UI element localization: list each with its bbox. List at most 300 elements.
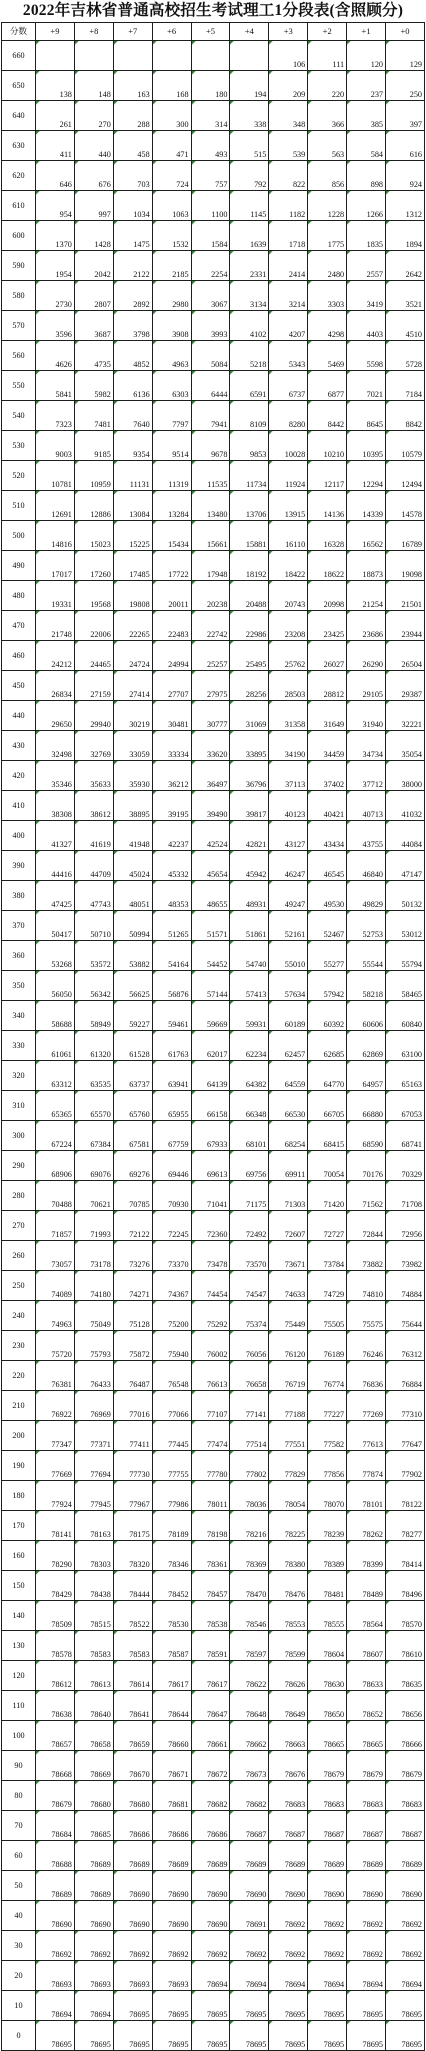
cumulative-count-cell: 17017 [36,551,75,581]
table-row [2,1481,425,1511]
cumulative-count-cell: 78198 [191,1511,230,1541]
cumulative-count-cell: 76433 [74,1361,113,1391]
cumulative-count-cell: 31940 [347,701,386,731]
cumulative-count-cell: 1370 [36,221,75,251]
cumulative-count-cell: 78695 [74,2021,113,2051]
table-row [2,1751,425,1781]
cumulative-count-cell: 78669 [74,1751,113,1781]
cumulative-count-cell: 71420 [308,1181,347,1211]
table-row [2,701,425,731]
cumulative-count-cell: 78687 [347,1811,386,1841]
table-row [2,1811,425,1841]
cumulative-count-cell: 30219 [113,701,152,731]
cumulative-count-cell: 78389 [308,1541,347,1571]
cumulative-count-cell [74,41,113,71]
cumulative-count-cell: 78689 [152,1841,191,1871]
cumulative-count-cell: 10781 [36,461,75,491]
cumulative-count-cell: 55277 [308,941,347,971]
cumulative-count-cell [230,41,269,71]
score-distribution-table [1,22,425,2051]
cumulative-count-cell: 1584 [191,221,230,251]
table-row [2,2021,425,2051]
cumulative-count-cell: 54740 [230,941,269,971]
cumulative-count-cell: 78610 [386,1631,425,1661]
cumulative-count-cell: 72727 [308,1211,347,1241]
cumulative-count-cell: 78101 [347,1481,386,1511]
table-row [2,461,425,491]
cumulative-count-cell: 12691 [36,491,75,521]
table-row [2,1691,425,1721]
cumulative-count-cell: 77141 [230,1391,269,1421]
cumulative-count-cell: 28812 [308,671,347,701]
cumulative-count-cell: 78515 [74,1601,113,1631]
cumulative-count-cell: 75575 [347,1301,386,1331]
cumulative-count-cell: 78361 [191,1541,230,1571]
cumulative-count-cell: 22483 [152,611,191,641]
cumulative-count-cell: 4102 [230,311,269,341]
cumulative-count-cell: 12117 [308,461,347,491]
cumulative-count-cell: 646 [36,161,75,191]
cumulative-count-cell: 2331 [230,251,269,281]
cumulative-count-cell: 78695 [113,1991,152,2021]
cumulative-count-cell: 46840 [347,851,386,881]
cumulative-count-cell: 34190 [269,731,308,761]
cumulative-count-cell: 180 [191,71,230,101]
cumulative-count-cell: 724 [152,161,191,191]
cumulative-count-cell: 11535 [191,461,230,491]
cumulative-count-cell: 493 [191,131,230,161]
cumulative-count-cell: 73276 [113,1241,152,1271]
cumulative-count-cell: 78692 [230,1931,269,1961]
cumulative-count-cell: 78695 [308,1991,347,2021]
cumulative-count-cell: 1034 [113,191,152,221]
cumulative-count-cell: 78570 [386,1601,425,1631]
cumulative-count-cell: 78695 [308,2021,347,2051]
cumulative-count-cell: 78686 [191,1811,230,1841]
cumulative-count-cell: 72607 [269,1211,308,1241]
cumulative-count-cell: 78644 [152,1691,191,1721]
table-row [2,1181,425,1211]
cumulative-count-cell: 78277 [386,1511,425,1541]
cumulative-count-cell: 76002 [191,1331,230,1361]
cumulative-count-cell: 69756 [230,1151,269,1181]
score-cell: 40 [2,1901,36,1931]
cumulative-count-cell: 237 [347,71,386,101]
score-cell: 420 [2,761,36,791]
score-cell: 260 [2,1241,36,1271]
cumulative-count-cell: 300 [152,101,191,131]
score-cell: 530 [2,431,36,461]
cumulative-count-cell: 78680 [113,1781,152,1811]
cumulative-count-cell: 31358 [269,701,308,731]
cumulative-count-cell: 37712 [347,761,386,791]
cumulative-count-cell: 64559 [269,1061,308,1091]
score-cell: 600 [2,221,36,251]
table-row [2,1331,425,1361]
cumulative-count-cell: 51265 [152,911,191,941]
cumulative-count-cell: 57413 [230,971,269,1001]
cumulative-count-cell: 9354 [113,431,152,461]
score-cell: 110 [2,1691,36,1721]
cumulative-count-cell: 78690 [113,1871,152,1901]
cumulative-count-cell: 78695 [230,1991,269,2021]
table-row [2,1511,425,1541]
cumulative-count-cell: 78690 [74,1901,113,1931]
cumulative-count-cell: 1145 [230,191,269,221]
cumulative-count-cell: 78692 [308,1901,347,1931]
cumulative-count-cell: 74729 [308,1271,347,1301]
cumulative-count-cell: 10210 [308,431,347,461]
cumulative-count-cell: 76969 [74,1391,113,1421]
header-plus1: +1 [347,23,386,41]
cumulative-count-cell: 4207 [269,311,308,341]
cumulative-count-cell: 65955 [152,1091,191,1121]
score-cell: 200 [2,1421,36,1451]
cumulative-count-cell: 77945 [74,1481,113,1511]
cumulative-count-cell: 64770 [308,1061,347,1091]
cumulative-count-cell: 69613 [191,1151,230,1181]
cumulative-count-cell: 66880 [347,1091,386,1121]
score-cell: 160 [2,1541,36,1571]
cumulative-count-cell: 63100 [386,1031,425,1061]
cumulative-count-cell: 63312 [36,1061,75,1091]
table-header-row [2,23,425,41]
cumulative-count-cell: 67759 [152,1121,191,1151]
cumulative-count-cell: 35930 [113,761,152,791]
cumulative-count-cell: 46545 [308,851,347,881]
cumulative-count-cell: 11924 [269,461,308,491]
cumulative-count-cell: 73570 [230,1241,269,1271]
cumulative-count-cell: 77755 [152,1451,191,1481]
cumulative-count-cell: 10959 [74,461,113,491]
cumulative-count-cell: 61061 [36,1031,75,1061]
cumulative-count-cell: 60392 [308,1001,347,1031]
cumulative-count-cell: 15225 [113,521,152,551]
cumulative-count-cell: 78687 [230,1811,269,1841]
cumulative-count-cell: 71708 [386,1181,425,1211]
cumulative-count-cell: 1954 [36,251,75,281]
cumulative-count-cell: 40123 [269,791,308,821]
cumulative-count-cell: 75940 [152,1331,191,1361]
cumulative-count-cell: 42821 [230,821,269,851]
cumulative-count-cell: 5218 [230,341,269,371]
cumulative-count-cell: 64139 [191,1061,230,1091]
cumulative-count-cell: 52161 [269,911,308,941]
cumulative-count-cell: 76312 [386,1331,425,1361]
cumulative-count-cell: 78691 [230,1901,269,1931]
cumulative-count-cell: 30481 [152,701,191,731]
cumulative-count-cell: 55010 [269,941,308,971]
cumulative-count-cell: 78689 [74,1871,113,1901]
cumulative-count-cell: 76719 [269,1361,308,1391]
cumulative-count-cell: 78658 [74,1721,113,1751]
cumulative-count-cell: 78679 [347,1751,386,1781]
cumulative-count-cell: 44709 [74,851,113,881]
cumulative-count-cell: 52753 [347,911,386,941]
cumulative-count-cell: 8109 [230,401,269,431]
cumulative-count-cell: 78657 [36,1721,75,1751]
cumulative-count-cell: 78583 [113,1631,152,1661]
cumulative-count-cell: 52467 [308,911,347,941]
cumulative-count-cell: 5598 [347,341,386,371]
cumulative-count-cell: 73478 [191,1241,230,1271]
table-row [2,311,425,341]
cumulative-count-cell: 72122 [113,1211,152,1241]
cumulative-count-cell: 348 [269,101,308,131]
table-row [2,131,425,161]
cumulative-count-cell: 68101 [230,1121,269,1151]
cumulative-count-cell: 29940 [74,701,113,731]
cumulative-count-cell: 29105 [347,671,386,701]
table-row [2,431,425,461]
cumulative-count-cell: 78175 [113,1511,152,1541]
cumulative-count-cell: 78648 [230,1691,269,1721]
cumulative-count-cell: 78695 [152,2021,191,2051]
cumulative-count-cell: 48051 [113,881,152,911]
cumulative-count-cell: 78679 [36,1781,75,1811]
cumulative-count-cell: 16328 [308,521,347,551]
cumulative-count-cell: 78122 [386,1481,425,1511]
cumulative-count-cell: 78692 [191,1931,230,1961]
cumulative-count-cell: 78682 [191,1781,230,1811]
cumulative-count-cell: 48353 [152,881,191,911]
cumulative-count-cell: 78694 [36,1991,75,2021]
cumulative-count-cell: 78692 [308,1931,347,1961]
cumulative-count-cell: 4963 [152,341,191,371]
score-cell: 120 [2,1661,36,1691]
cumulative-count-cell: 45024 [113,851,152,881]
cumulative-count-cell: 78694 [308,1961,347,1991]
cumulative-count-cell: 37402 [308,761,347,791]
score-cell: 470 [2,611,36,641]
cumulative-count-cell: 32498 [36,731,75,761]
cumulative-count-cell: 78189 [152,1511,191,1541]
cumulative-count-cell: 78690 [113,1901,152,1931]
cumulative-count-cell: 10395 [347,431,386,461]
cumulative-count-cell: 898 [347,161,386,191]
cumulative-count-cell: 73370 [152,1241,191,1271]
cumulative-count-cell: 366 [308,101,347,131]
cumulative-count-cell: 77188 [269,1391,308,1421]
cumulative-count-cell: 32221 [386,701,425,731]
cumulative-count-cell: 44416 [36,851,75,881]
cumulative-count-cell: 78684 [36,1811,75,1841]
score-cell: 520 [2,461,36,491]
cumulative-count-cell: 78676 [269,1751,308,1781]
cumulative-count-cell: 3993 [191,311,230,341]
cumulative-count-cell: 4403 [347,311,386,341]
cumulative-count-cell: 78690 [269,1871,308,1901]
cumulative-count-cell: 78683 [269,1781,308,1811]
score-cell: 610 [2,191,36,221]
cumulative-count-cell: 56876 [152,971,191,1001]
cumulative-count-cell: 1428 [74,221,113,251]
cumulative-count-cell: 209 [269,71,308,101]
cumulative-count-cell: 78690 [230,1871,269,1901]
cumulative-count-cell: 15023 [74,521,113,551]
cumulative-count-cell: 38000 [386,761,425,791]
cumulative-count-cell: 78695 [191,1991,230,2021]
cumulative-count-cell: 75128 [113,1301,152,1331]
cumulative-count-cell: 77780 [191,1451,230,1481]
cumulative-count-cell: 78070 [308,1481,347,1511]
cumulative-count-cell: 78564 [347,1601,386,1631]
cumulative-count-cell: 78689 [386,1841,425,1871]
cumulative-count-cell: 78141 [36,1511,75,1541]
table-row [2,1781,425,1811]
header-plus5: +5 [191,23,230,41]
cumulative-count-cell: 78695 [269,2021,308,2051]
cumulative-count-cell [191,41,230,71]
cumulative-count-cell: 77647 [386,1421,425,1451]
cumulative-count-cell: 71562 [347,1181,386,1211]
cumulative-count-cell: 78692 [152,1931,191,1961]
cumulative-count-cell [113,41,152,71]
cumulative-count-cell: 70329 [386,1151,425,1181]
cumulative-count-cell: 73057 [36,1241,75,1271]
cumulative-count-cell: 21254 [347,581,386,611]
cumulative-count-cell: 2042 [74,251,113,281]
cumulative-count-cell: 78687 [269,1811,308,1841]
cumulative-count-cell: 58688 [36,1001,75,1031]
cumulative-count-cell: 78690 [191,1901,230,1931]
cumulative-count-cell: 7640 [113,401,152,431]
table-row [2,1061,425,1091]
cumulative-count-cell: 78638 [36,1691,75,1721]
cumulative-count-cell: 78690 [152,1901,191,1931]
cumulative-count-cell: 47425 [36,881,75,911]
cumulative-count-cell: 4510 [386,311,425,341]
cumulative-count-cell: 33620 [191,731,230,761]
cumulative-count-cell: 39817 [230,791,269,821]
table-row [2,41,425,71]
cumulative-count-cell: 77730 [113,1451,152,1481]
cumulative-count-cell: 31649 [308,701,347,731]
cumulative-count-cell: 41032 [386,791,425,821]
table-row [2,221,425,251]
cumulative-count-cell: 69276 [113,1151,152,1181]
table-row [2,1571,425,1601]
cumulative-count-cell: 11319 [152,461,191,491]
cumulative-count-cell: 43127 [269,821,308,851]
cumulative-count-cell: 75872 [113,1331,152,1361]
cumulative-count-cell: 76246 [347,1331,386,1361]
cumulative-count-cell: 78303 [74,1541,113,1571]
table-row [2,1301,425,1331]
score-cell: 50 [2,1871,36,1901]
cumulative-count-cell: 78695 [152,1991,191,2021]
cumulative-count-cell: 61763 [152,1031,191,1061]
cumulative-count-cell: 397 [386,101,425,131]
cumulative-count-cell: 78693 [152,1961,191,1991]
table-row [2,821,425,851]
cumulative-count-cell: 74963 [36,1301,75,1331]
cumulative-count-cell: 33334 [152,731,191,761]
score-cell: 220 [2,1361,36,1391]
header-plus8: +8 [74,23,113,41]
header-plus4: +4 [230,23,269,41]
cumulative-count-cell: 67384 [74,1121,113,1151]
cumulative-count-cell: 2122 [113,251,152,281]
cumulative-count-cell: 77613 [347,1421,386,1451]
cumulative-count-cell: 63941 [152,1061,191,1091]
cumulative-count-cell: 194 [230,71,269,101]
cumulative-count-cell: 3419 [347,281,386,311]
cumulative-count-cell: 23686 [347,611,386,641]
table-row [2,1961,425,1991]
table-row [2,1661,425,1691]
cumulative-count-cell: 68741 [386,1121,425,1151]
header-plus6: +6 [152,23,191,41]
cumulative-count-cell: 78695 [113,2021,152,2051]
cumulative-count-cell: 78692 [269,1931,308,1961]
score-cell: 560 [2,341,36,371]
cumulative-count-cell: 74089 [36,1271,75,1301]
cumulative-count-cell: 13284 [152,491,191,521]
header-plus3: +3 [269,23,308,41]
cumulative-count-cell: 78633 [347,1661,386,1691]
table-row [2,1391,425,1421]
cumulative-count-cell: 78673 [230,1751,269,1781]
cumulative-count-cell: 26834 [36,671,75,701]
cumulative-count-cell: 13084 [113,491,152,521]
cumulative-count-cell: 78689 [269,1841,308,1871]
cumulative-count-cell: 45654 [191,851,230,881]
cumulative-count-cell: 78686 [152,1811,191,1841]
cumulative-count-cell: 440 [74,131,113,161]
table-row [2,1631,425,1661]
cumulative-count-cell: 74884 [386,1271,425,1301]
cumulative-count-cell: 78640 [74,1691,113,1721]
cumulative-count-cell: 8442 [308,401,347,431]
cumulative-count-cell: 56625 [113,971,152,1001]
cumulative-count-cell: 49530 [308,881,347,911]
cumulative-count-cell: 78011 [191,1481,230,1511]
cumulative-count-cell: 10579 [386,431,425,461]
cumulative-count-cell: 49829 [347,881,386,911]
cumulative-count-cell: 22006 [74,611,113,641]
cumulative-count-cell: 78650 [308,1691,347,1721]
cumulative-count-cell: 77514 [230,1421,269,1451]
cumulative-count-cell: 78346 [152,1541,191,1571]
cumulative-count-cell: 35054 [386,731,425,761]
cumulative-count-cell: 53012 [386,911,425,941]
cumulative-count-cell: 23425 [308,611,347,641]
score-cell: 190 [2,1451,36,1481]
cumulative-count-cell: 78659 [113,1721,152,1751]
cumulative-count-cell: 39195 [152,791,191,821]
score-cell: 550 [2,371,36,401]
cumulative-count-cell: 78429 [36,1571,75,1601]
cumulative-count-cell: 15434 [152,521,191,551]
cumulative-count-cell: 78694 [74,1991,113,2021]
cumulative-count-cell: 19098 [386,551,425,581]
cumulative-count-cell: 78489 [347,1571,386,1601]
cumulative-count-cell: 5841 [36,371,75,401]
cumulative-count-cell: 71993 [74,1211,113,1241]
cumulative-count-cell: 73671 [269,1241,308,1271]
cumulative-count-cell: 3798 [113,311,152,341]
cumulative-count-cell: 129 [386,41,425,71]
cumulative-count-cell: 77016 [113,1391,152,1421]
cumulative-count-cell: 75200 [152,1301,191,1331]
cumulative-count-cell: 35346 [36,761,75,791]
cumulative-count-cell: 76884 [386,1361,425,1391]
table-row [2,731,425,761]
score-cell: 280 [2,1181,36,1211]
cumulative-count-cell: 77227 [308,1391,347,1421]
cumulative-count-cell: 21501 [386,581,425,611]
